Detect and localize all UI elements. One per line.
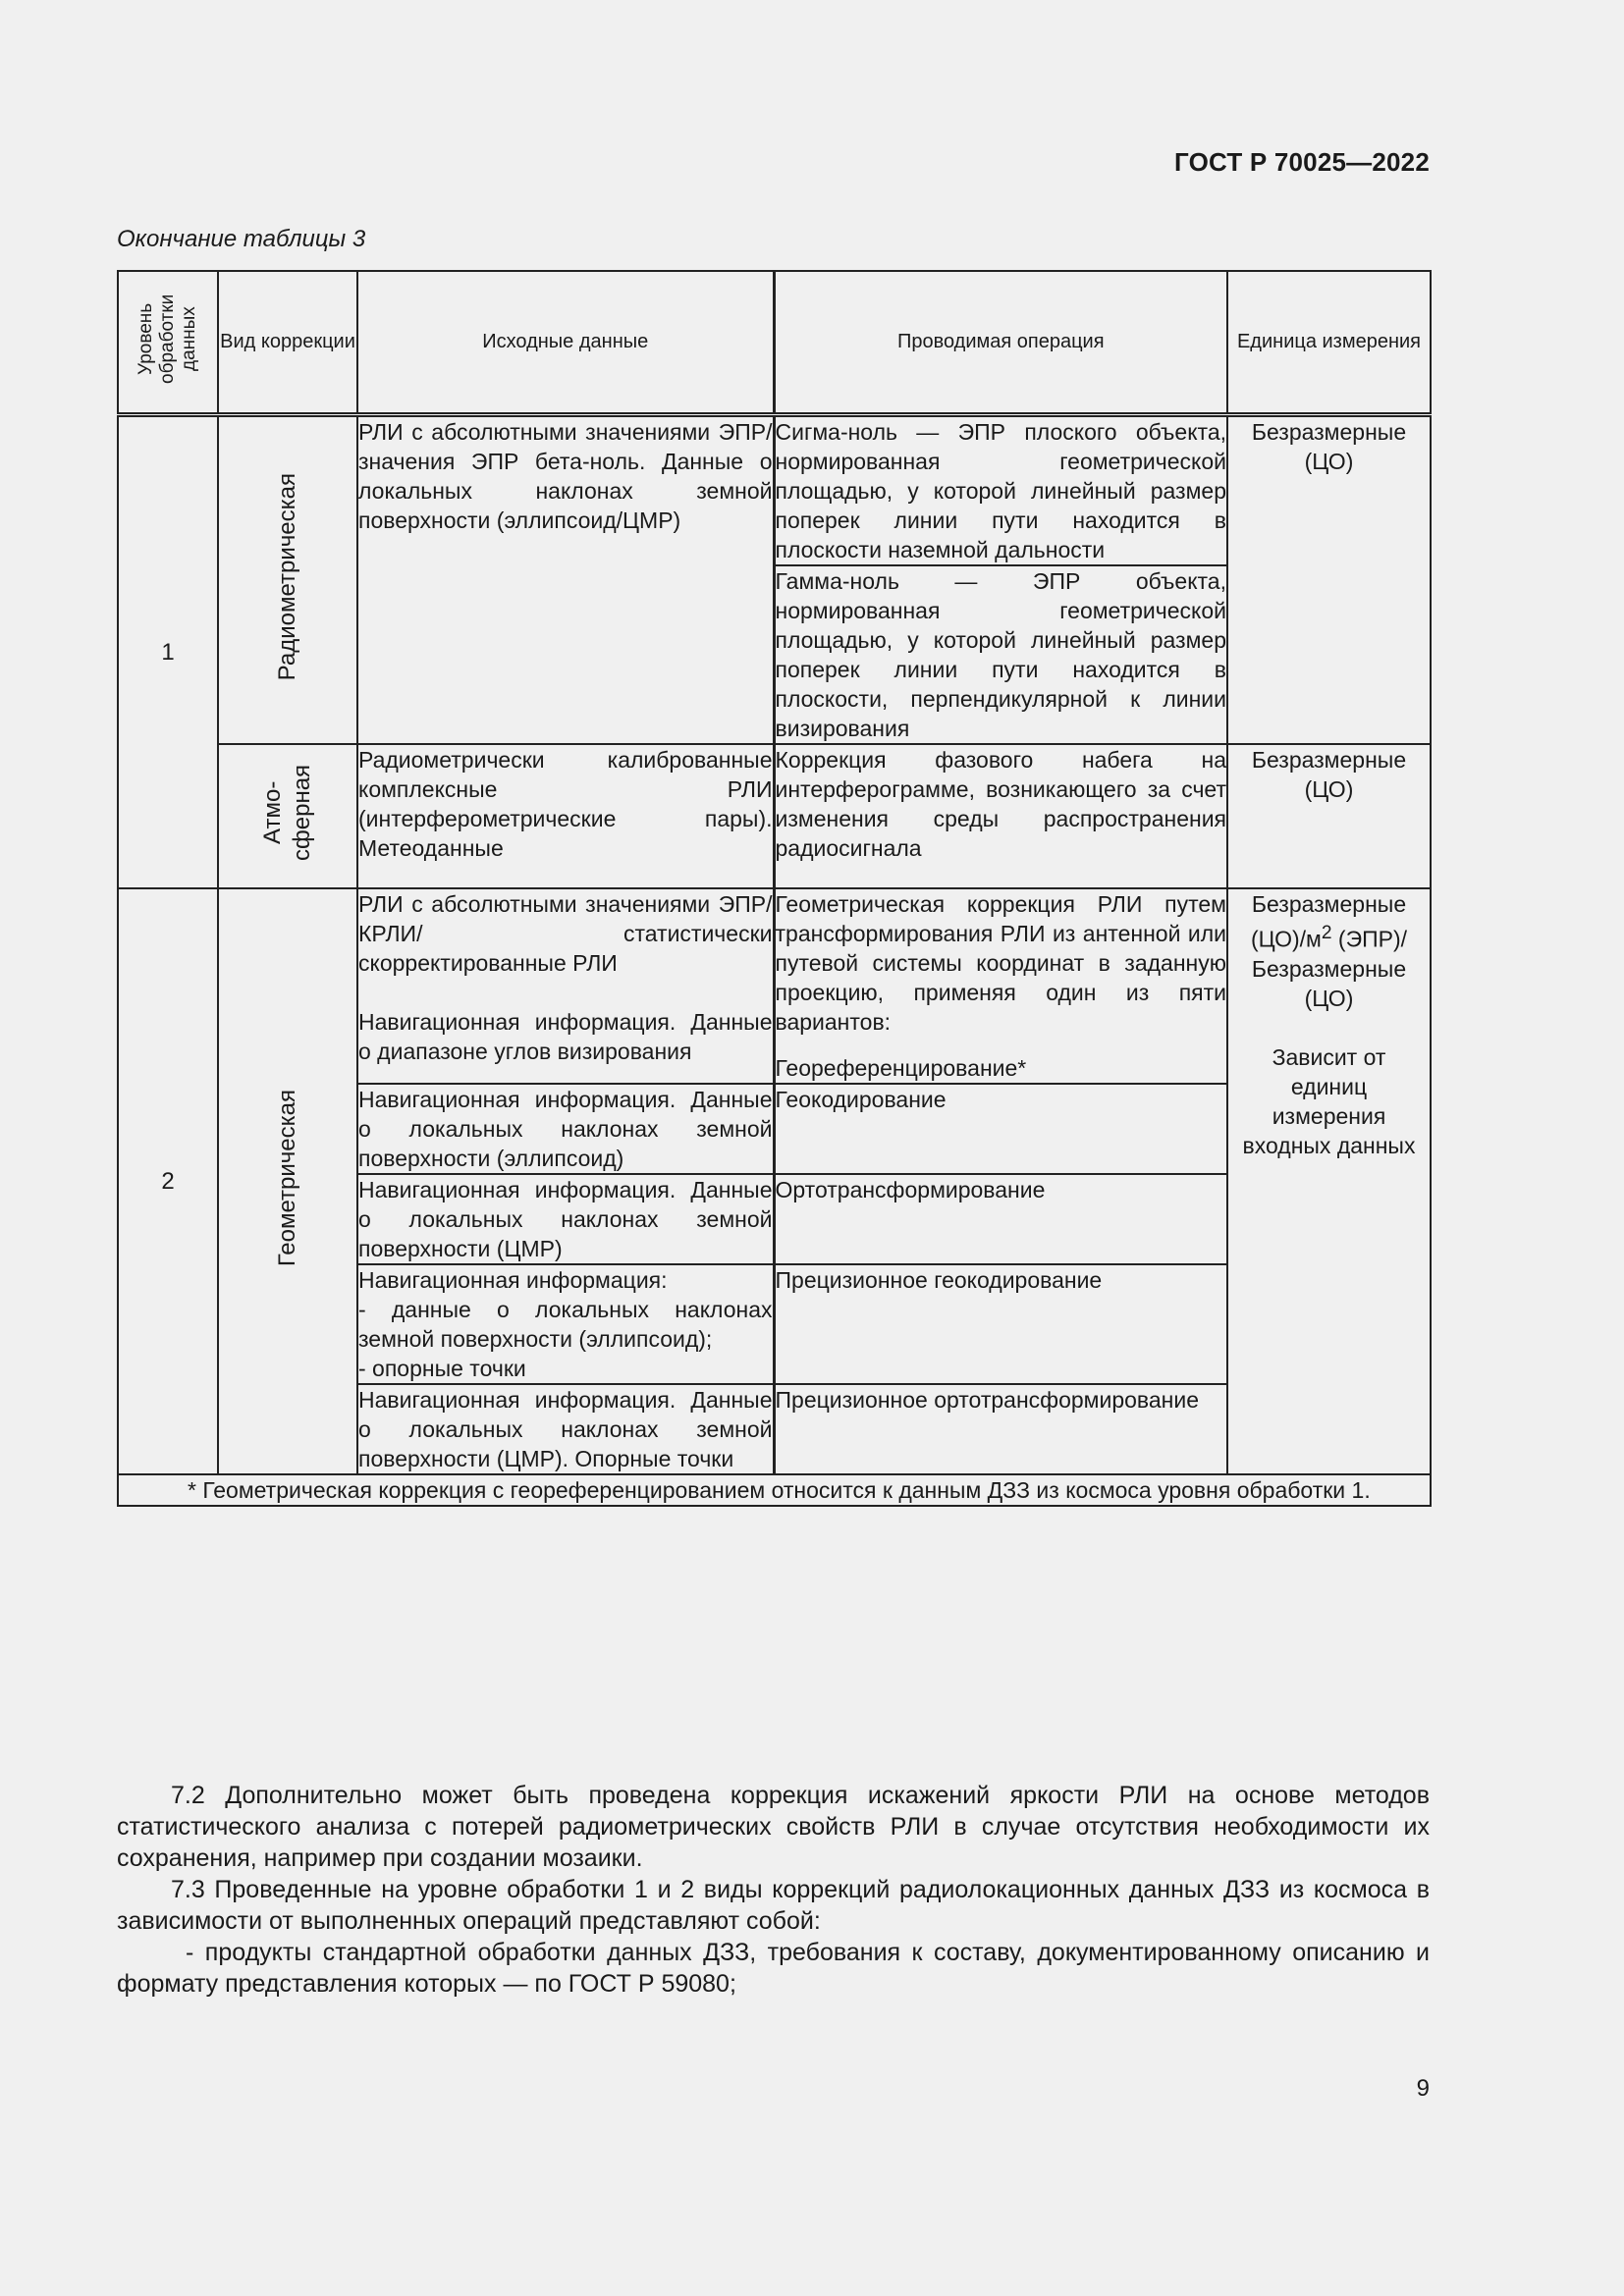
- operation-orthotransformation: Ортотрансформирование: [774, 1174, 1227, 1264]
- header-correction-type: Вид коррекции: [218, 271, 357, 415]
- correction-type-geometric: Геометрическая: [218, 888, 357, 1474]
- table-header-row: [118, 271, 1431, 415]
- correction-type-radiometric: Радиометрическая: [218, 415, 357, 745]
- page-number: 9: [1416, 2075, 1430, 2102]
- document-id: ГОСТ Р 70025—2022: [1174, 147, 1430, 177]
- body-text: [117, 1780, 1430, 2000]
- header-source-data: Исходные данные: [357, 271, 774, 415]
- operation-phase-correction: Коррекция фазового набега на интерферограмме, возникающего за счет изменения среды распространения радиосигнала: [774, 744, 1227, 888]
- operation-geocoding: Геокодирование: [774, 1084, 1227, 1174]
- paragraph-7-2: 7.2 Дополнительно может быть проведена коррекция искажений яркости РЛИ на основе методов статистического анализа с потерей радиометрических свойств РЛИ в случае отсутствия необходимости их сохранения, например при создании мозаики.: [117, 1782, 1430, 1872]
- header-level: Уровень обработки данных: [118, 271, 218, 415]
- source-radiometric: РЛИ с абсолютными значениями ЭПР/значения ЭПР бета-ноль. Данные о локальных наклонах земной поверхности (эллипсоид/ЦМР): [357, 415, 774, 745]
- source-geocoding: Навигационная информация. Данные о локальных наклонах земной поверхности (эллипсоид): [357, 1084, 774, 1174]
- operation-georeferencing: Геометрическая коррекция РЛИ путем трансформирования РЛИ из антенной или путевой системы координат в заданную проекцию, применяя один из пяти вариантов: Геореференцирование*: [774, 888, 1227, 1084]
- source-atmospheric: Радиометрически калиброванные комплексные РЛИ (интерферометрические пары). Метеоданные: [357, 744, 774, 888]
- operation-precision-orthotransformation: Прецизионное ортотрансформирование: [774, 1384, 1227, 1474]
- table-row: [118, 415, 1431, 566]
- unit-radiometric: Безразмерные (ЦО): [1227, 415, 1431, 745]
- header-unit: Единица измерения: [1227, 271, 1431, 415]
- operation-precision-geocoding: Прецизионное геокодирование: [774, 1264, 1227, 1384]
- table-footnote-row: [118, 1474, 1431, 1506]
- unit-atmospheric: Безразмерные (ЦО): [1227, 744, 1431, 888]
- table-footnote: * Геометрическая коррекция с геореференцированием относится к данным ДЗЗ из космоса уровня обработки 1.: [118, 1474, 1431, 1506]
- table-row: [118, 744, 1431, 888]
- correction-type-atmospheric: Атмо-сферная: [218, 744, 357, 888]
- table-caption: Окончание таблицы 3: [117, 226, 366, 252]
- source-orthotransformation: Навигационная информация. Данные о локальных наклонах земной поверхности (ЦМР): [357, 1174, 774, 1264]
- table-row: [118, 888, 1431, 1084]
- correction-table: [117, 270, 1432, 1507]
- level-2-cell: 2: [118, 888, 218, 1474]
- list-item: - продукты стандартной обработки данных ДЗЗ, требования к составу, документированному описанию и формату представления которых — по ГОСТ Р 59080;: [117, 1939, 1430, 1998]
- unit-geometric: Безразмерные $(ЦО)/м^2$ (ЭПР)/ Безразмерные (ЦО) Зависит от единиц измерения входных данных: [1227, 888, 1431, 1474]
- source-georeferencing: РЛИ с абсолютными значениями ЭПР/КРЛИ/ статистически скорректированные РЛИ Навигационная информация. Данные о диапазоне углов визирования: [357, 888, 774, 1084]
- operation-sigma-zero: Сигма-ноль — ЭПР плоского объекта, нормированная геометрической площадью, у которой линейный размер поперек линии пути находится в плоскости наземной дальности: [774, 415, 1227, 566]
- header-operation: Проводимая операция: [774, 271, 1227, 415]
- paragraph-7-3: 7.3 Проведенные на уровне обработки 1 и 2 виды коррекций радиолокационных данных ДЗЗ из космоса в зависимости от выполненных операций представляют собой:: [117, 1876, 1430, 1935]
- level-1-cell: 1: [118, 415, 218, 889]
- source-precision-geocoding: Навигационная информация: - данные о локальных наклонах земной поверхности (эллипсоид); - опорные точки: [357, 1264, 774, 1384]
- operation-gamma-zero: Гамма-ноль — ЭПР объекта, нормированная геометрической площадью, у которой линейный размер поперек линии пути находится в плоскости, перпендикулярной к линии визирования: [774, 565, 1227, 744]
- source-precision-orthotransformation: Навигационная информация. Данные о локальных наклонах земной поверхности (ЦМР). Опорные точки: [357, 1384, 774, 1474]
